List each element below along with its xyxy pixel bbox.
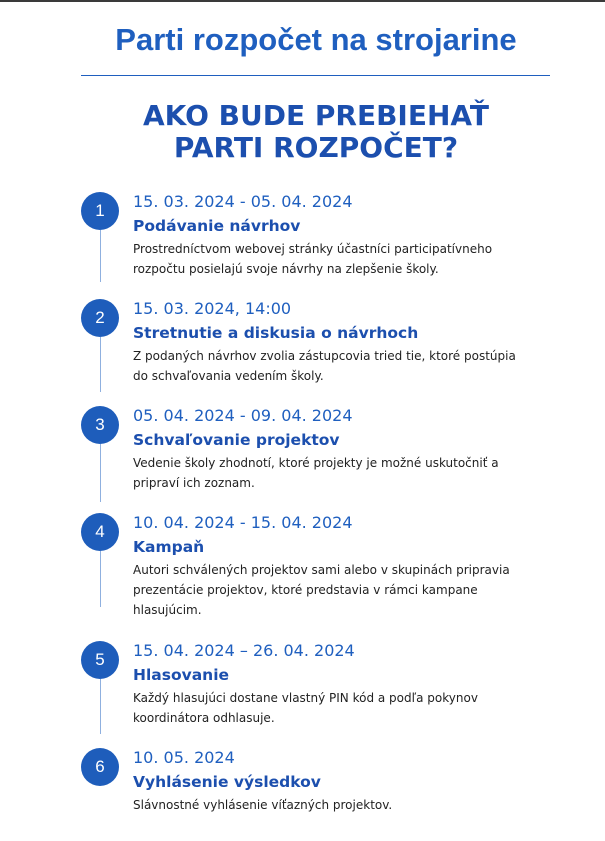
step-description [133,560,553,620]
step-description-line: Vedenie školy zhodnotí, ktoré projekty je možné uskutočniť a [133,456,499,470]
step-description-line: koordinátora odhlasuje. [133,711,275,725]
step-description-line: Každý hlasujúci dostane vlastný PIN kód a podľa pokynov [133,691,478,705]
timeline-connector [100,337,101,392]
step-description-line: do schvaľovania vedením školy. [133,369,324,383]
step-description-line: Slávnostné vyhlásenie víťazných projektov. [133,798,393,812]
step-date: 10. 05. 2024 [133,748,235,767]
step-date: 15. 03. 2024 - 05. 04. 2024 [133,192,353,211]
timeline-connector [100,444,101,502]
step-description-line: pripraví ich zoznam. [133,476,255,490]
step-title: Podávanie návrhov [133,217,301,235]
step-description [133,239,553,279]
section-heading [0,100,605,164]
timeline-connector [100,230,101,282]
section-heading-line-2: PARTI ROZPOČET? [173,131,459,164]
step-date: 05. 04. 2024 - 09. 04. 2024 [133,406,353,425]
step-description-line: prezentácie projektov, ktoré predstavia v rámci kampane [133,583,478,597]
top-border [0,0,605,2]
step-title: Schvaľovanie projektov [133,431,340,449]
step-number-badge: 3 [81,406,119,444]
step-title: Kampaň [133,538,205,556]
title-divider [81,75,550,76]
step-date: 15. 03. 2024, 14:00 [133,299,292,318]
step-date: 15. 04. 2024 – 26. 04. 2024 [133,641,355,660]
step-number-badge: 2 [81,299,119,337]
timeline-connector [100,551,101,607]
timeline-connector [100,679,101,734]
step-title: Hlasovanie [133,666,230,684]
step-description-line: Z podaných návrhov zvolia zástupcovia tried tie, ktoré postúpia [133,349,516,363]
step-number-badge: 5 [81,641,119,679]
page-title: Parti rozpočet na strojarine [115,22,517,57]
step-title: Vyhlásenie výsledkov [133,773,321,791]
step-description [133,688,553,728]
step-title: Stretnutie a diskusia o návrhoch [133,324,419,342]
step-number-badge: 6 [81,748,119,786]
step-description [133,795,553,815]
step-description [133,346,553,386]
step-description-line: Prostredníctvom webovej stránky účastníci participatívneho [133,242,493,256]
step-description-line: rozpočtu posielajú svoje návrhy na zlepšenie školy. [133,262,439,276]
step-description [133,453,553,493]
step-description-line: hlasujúcim. [133,603,202,617]
step-date: 10. 04. 2024 - 15. 04. 2024 [133,513,353,532]
step-number-badge: 1 [81,192,119,230]
section-heading-line-1: AKO BUDE PREBIEHAŤ [143,99,489,132]
step-number-badge: 4 [81,513,119,551]
step-description-line: Autori schválených projektov sami alebo v skupinách pripravia [133,563,510,577]
